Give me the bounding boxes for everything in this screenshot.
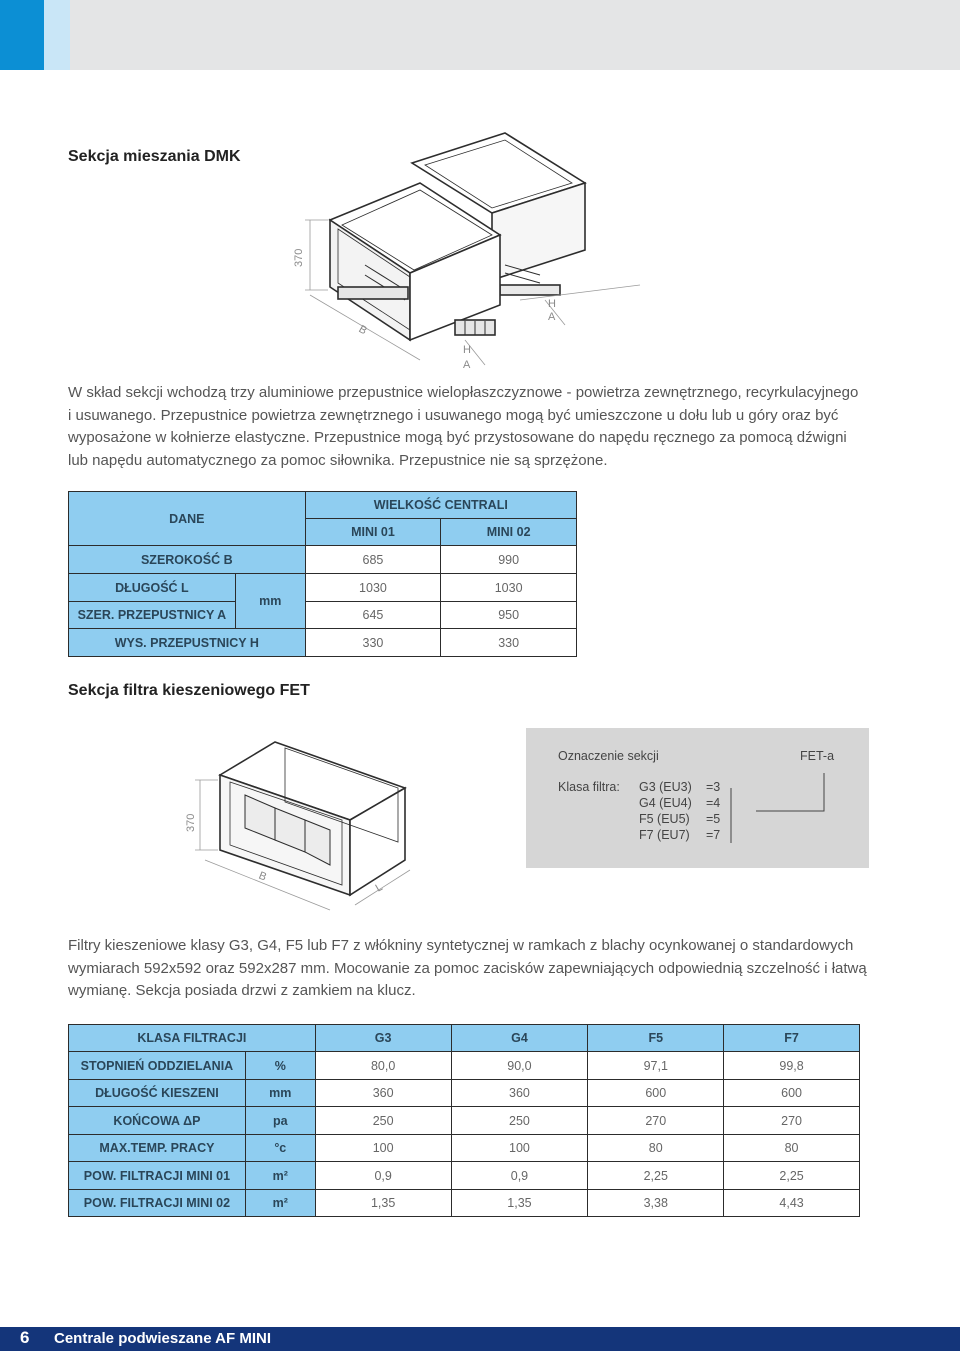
table-cell: 0,9 [451,1162,588,1190]
table-cell: 4,43 [724,1190,860,1217]
legend-class-name: G4 (EU4) [639,796,692,810]
fet-dim-width: B [256,869,269,884]
table-cell: 645 [305,602,441,629]
table-cell: 685 [305,546,441,574]
dmk-description [68,382,898,472]
legend-class-code: =5 [706,812,721,826]
table-header-class: F5 [588,1025,724,1052]
table-cell: 1030 [305,574,441,602]
table-row-label: WYS. PRZEPUSTNICY H [69,629,306,657]
dmk-dimensions-table [68,491,577,657]
table-cell: 80,0 [315,1052,451,1080]
table-cell: 270 [724,1107,860,1135]
table-cell: 950 [441,602,577,629]
table-cell: 100 [315,1135,451,1162]
table-cell: 250 [451,1107,588,1135]
table-cell: 2,25 [724,1162,860,1190]
table-header-mini01: MINI 01 [305,519,441,546]
table-cell: 97,1 [588,1052,724,1080]
table-header-klasa: KLASA FILTRACJI [69,1025,316,1052]
table-row-unit: m² [245,1162,315,1190]
fet-filter-table [68,1024,860,1217]
table-row-label: STOPNIEŃ ODDZIELANIA [69,1052,246,1080]
table-cell: 360 [315,1080,451,1107]
dmk-description-line: lub napędu automatycznego za pomoc siłownika. Przepustnice nie są sprzężone. [68,451,608,469]
diagram-dim-a-rear: A [548,311,556,323]
table-row-unit: m² [245,1190,315,1217]
table-row-label: DŁUGOŚĆ L [69,574,236,602]
legend-class-code: =3 [706,780,721,794]
table-header-group: WIELKOŚĆ CENTRALI [305,492,576,519]
table-cell: 1,35 [451,1190,588,1217]
table-row-label: KOŃCOWA ΔP [69,1107,246,1135]
header-accent-stripe-light [44,0,70,70]
header-accent-stripe [0,0,44,70]
fet-description-line: Filtry kieszeniowe klasy G3, G4, F5 lub F7 z włókniny syntetycznej w ramkach z blachy ocynkowanej o standardowych [68,937,854,954]
dmk-diagram [280,125,660,375]
fet-dim-length: L [373,881,385,895]
legend-class-code: =4 [706,796,721,810]
table-cell: 100 [451,1135,588,1162]
table-cell: 250 [315,1107,451,1135]
table-row-label: SZEROKOŚĆ B [69,546,306,574]
legend-class-name: F5 (EU5) [639,812,690,826]
legend-filter-label: Klasa filtra: [558,780,620,794]
table-row-unit: % [245,1052,315,1080]
table-row-unit: mm [245,1080,315,1107]
table-cell: 80 [588,1135,724,1162]
table-cell: 330 [305,629,441,657]
table-cell: 600 [588,1080,724,1107]
dmk-description-line: i usuwanego. Przepustnice powietrza zewnętrznego i usuwanego mogą być umieszczone u dołu lub u góry oraz być [68,406,839,424]
table-cell: 990 [441,546,577,574]
dmk-description-line: wyposażone w kołnierze elastyczne. Przepustnice mogą być przystosowane do napędu ręcznego za pomocą dźwigni [68,429,847,446]
legend-class-code: =7 [706,828,721,842]
footer-title: Centrale podwieszane AF MINI [54,1330,271,1347]
diagram-dim-height: 370 [293,248,305,267]
table-header-dane: DANE [69,492,306,546]
diagram-dim-h: H [463,344,471,356]
table-unit-mm: mm [235,574,305,629]
diagram-dim-a: A [463,359,471,371]
diagram-dim-width: B [356,323,369,338]
legend-connector-lines [526,728,869,868]
legend-label: Oznaczenie sekcji [558,749,659,763]
table-cell: 3,38 [588,1190,724,1217]
table-row-unit: pa [245,1107,315,1135]
section-title-dmk: Sekcja mieszania DMK [68,148,241,165]
table-cell: 1030 [441,574,577,602]
table-cell: 1,35 [315,1190,451,1217]
table-row-label: POW. FILTRACJI MINI 02 [69,1190,246,1217]
table-header-class: G3 [315,1025,451,1052]
table-row-label: SZER. PRZEPUSTNICY A [69,602,236,629]
legend-class-name: F7 (EU7) [639,828,690,842]
table-row-label: MAX.TEMP. PRACY [69,1135,246,1162]
fet-dim-height: 370 [185,813,197,832]
fet-description-line: wymiarach 592x592 oraz 592x287 mm. Mocowanie za pomoc zacisków zapewniających odpowiednią szczelność i łatwą [68,959,867,977]
table-cell: 80 [724,1135,860,1162]
table-cell: 2,25 [588,1162,724,1190]
legend-class-name: G3 (EU3) [639,780,692,794]
footer-bar [0,1327,960,1351]
table-row-unit: °c [245,1135,315,1162]
dmk-description-line: W skład sekcji wchodzą trzy aluminiowe przepustnice wielopłaszczyznowe - powietrza zewnętrznego, recyrkulacyjnego [68,384,859,401]
table-cell: 360 [451,1080,588,1107]
header-band [0,0,960,70]
fet-description-line: wymianę. Sekcja posiada drzwi z zamkiem na klucz. [68,982,416,999]
table-cell: 270 [588,1107,724,1135]
table-cell: 330 [441,629,577,657]
table-row-label: DŁUGOŚĆ KIESZENI [69,1080,246,1107]
diagram-dim-h-rear: H [548,298,556,310]
table-cell: 0,9 [315,1162,451,1190]
table-cell: 600 [724,1080,860,1107]
page-number: 6 [20,1328,30,1347]
fet-diagram [180,720,420,915]
table-row-label: POW. FILTRACJI MINI 01 [69,1162,246,1190]
legend-code: FET-a [800,749,835,763]
fet-description [68,935,898,1003]
table-header-mini02: MINI 02 [441,519,577,546]
table-cell: 99,8 [724,1052,860,1080]
table-header-class: G4 [451,1025,588,1052]
section-title-fet: Sekcja filtra kieszeniowego FET [68,682,310,699]
section-code-legend [526,728,869,868]
table-cell: 90,0 [451,1052,588,1080]
table-header-class: F7 [724,1025,860,1052]
